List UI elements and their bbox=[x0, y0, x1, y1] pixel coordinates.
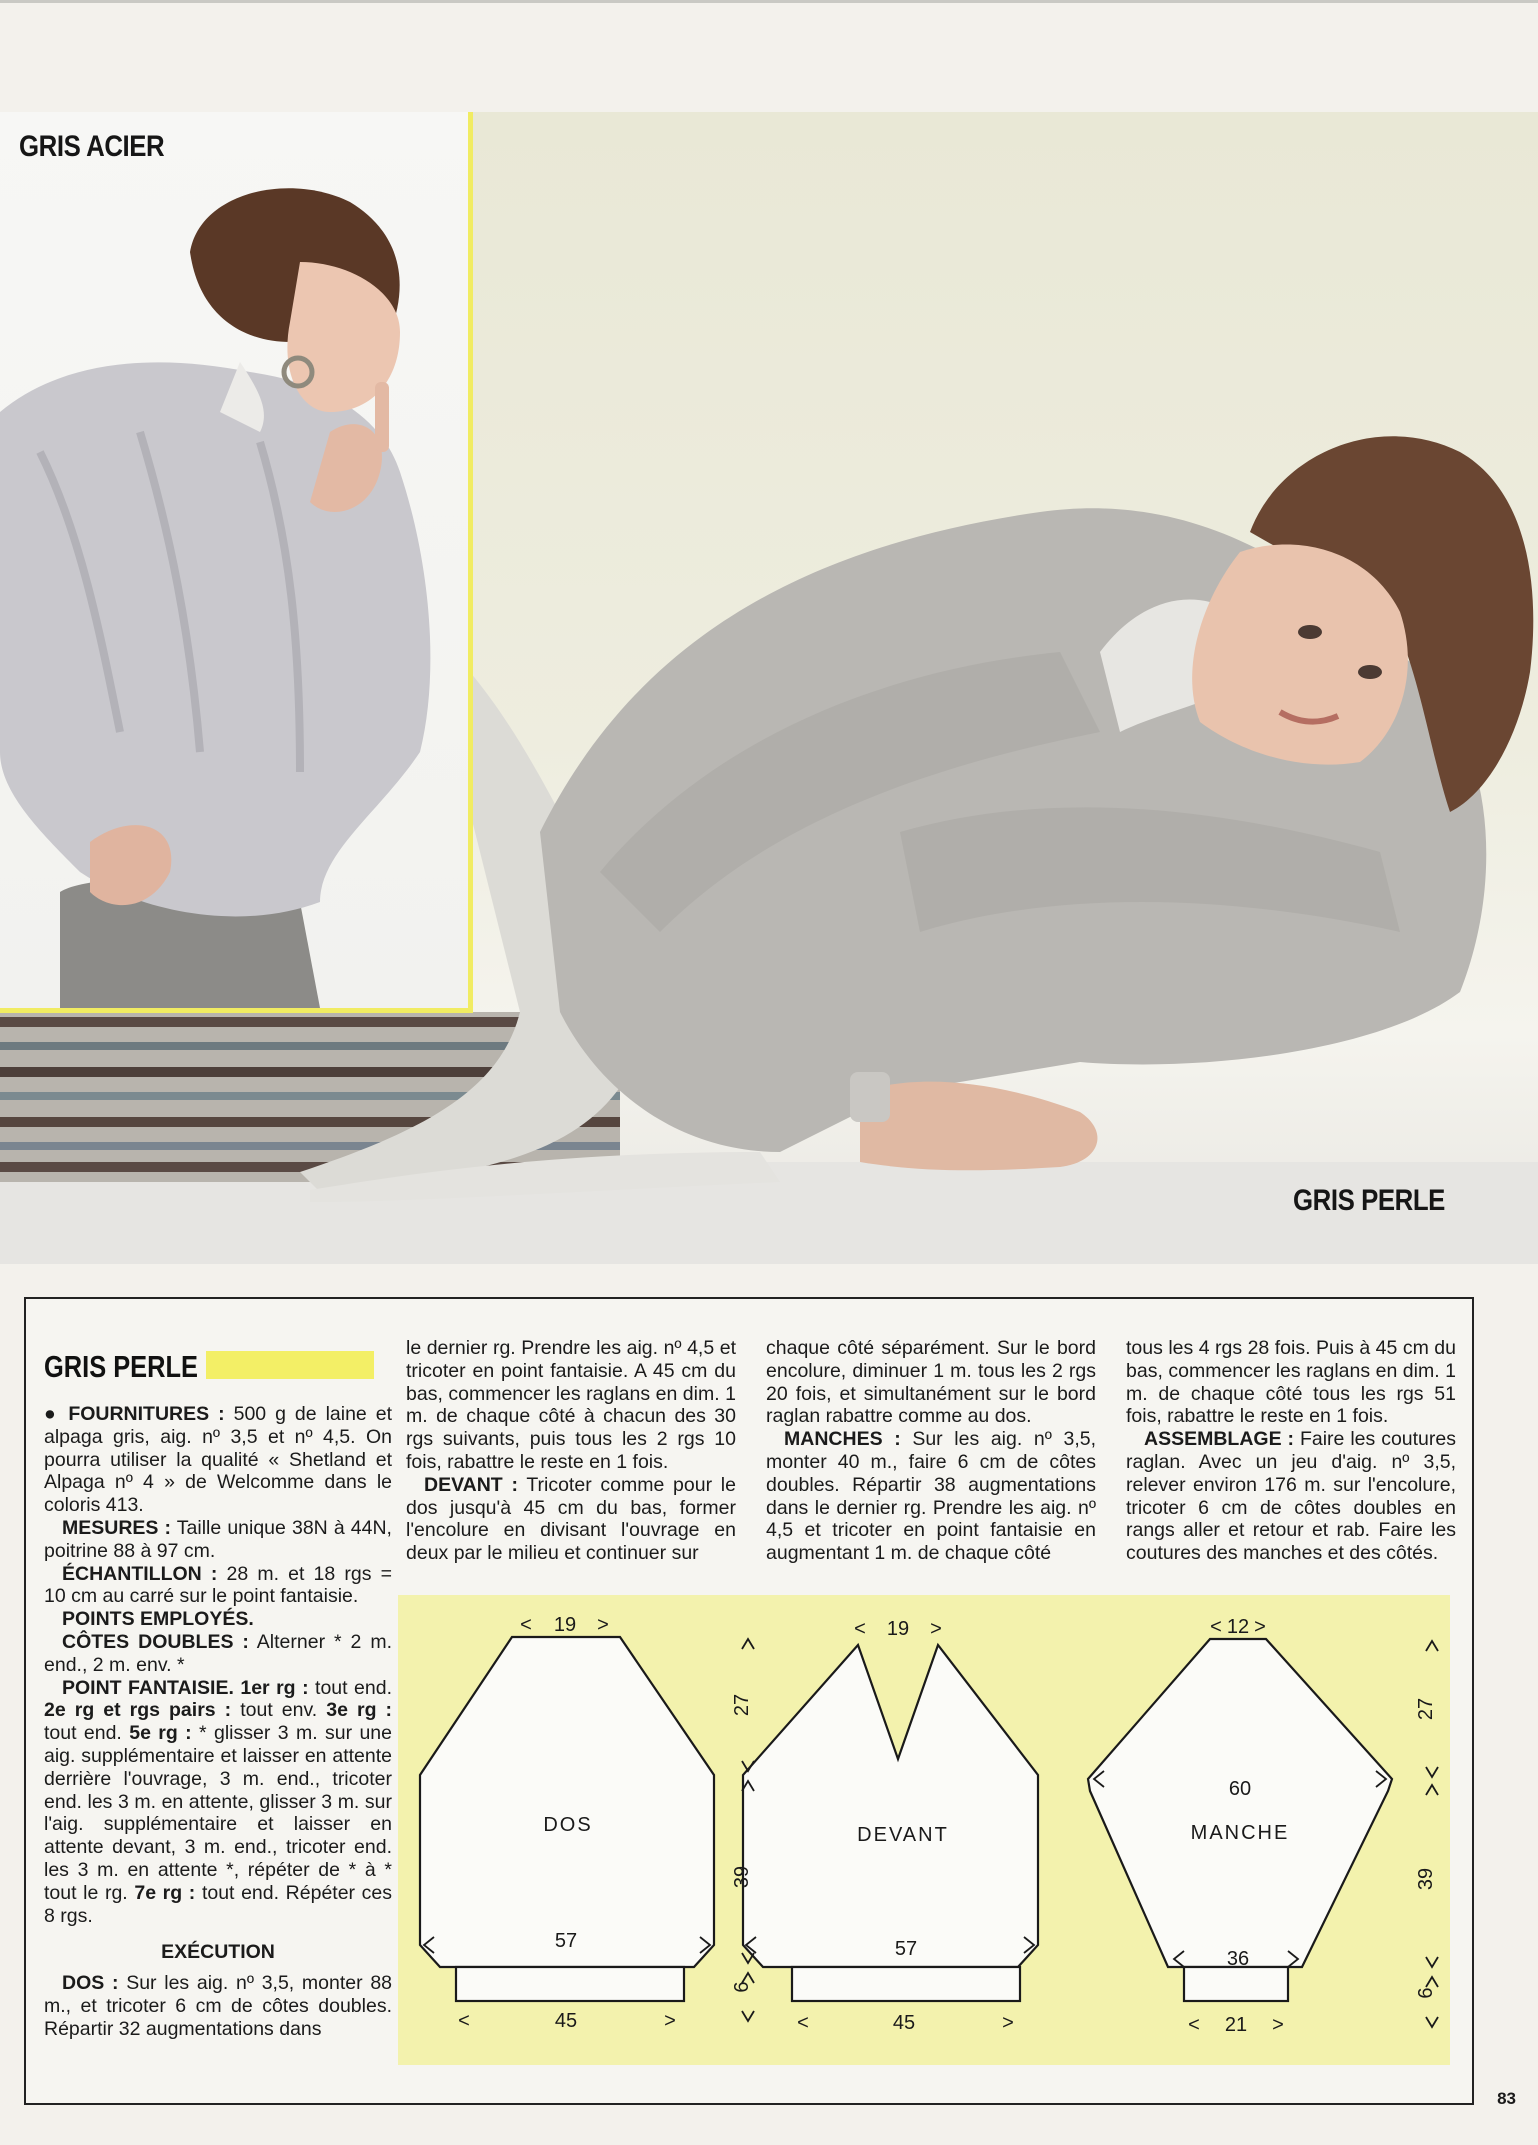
dos-width-dim: 57 bbox=[554, 1930, 578, 1952]
dos-name: DOS bbox=[543, 1814, 593, 1836]
inset-photo bbox=[0, 112, 473, 1013]
assemblage-text: Faire les coutures raglan. Avec un jeu d'aig. nº 3,5, relever environ 176 m. sur l'encolure, tricoter 6 cm de côtes doubles en rangs aller et retour et rab. Faire les coutures des manches et des côtés. bbox=[1126, 1428, 1456, 1565]
devant-top-arrow-left: < bbox=[854, 1618, 866, 1640]
col4-text: tous les 4 rgs 28 fois. Puis à 45 cm du bas, commencer les raglans en dim. 1 m. de chaque côté tous les rgs 51 fois, rabattre le reste en 1 fois. bbox=[1126, 1337, 1456, 1428]
manche-upper-dim: 60 bbox=[1228, 1778, 1252, 1800]
devant-bottom-arrow-right: > bbox=[1002, 2012, 1014, 2034]
assemblage-label: ASSEMBLAGE : bbox=[1144, 1428, 1295, 1451]
title-highlight bbox=[206, 1351, 374, 1379]
manche-bottom-arrow-left: < bbox=[1188, 2014, 1200, 2036]
mesures-label: MESURES : bbox=[62, 1516, 172, 1539]
dos-piece bbox=[420, 1637, 714, 1967]
manche-bottom-arrow-right: > bbox=[1272, 2014, 1284, 2036]
main-color-label: GRIS PERLE bbox=[1293, 1184, 1445, 1217]
dos-top-dim: 19 bbox=[553, 1614, 577, 1636]
devant-bottom-arrow-left: < bbox=[797, 2012, 809, 2034]
devant-width-dim: 57 bbox=[894, 1938, 918, 1960]
manche-h-raglan: 27 bbox=[1415, 1697, 1437, 1721]
points-label: POINTS EMPLOYÉS. bbox=[62, 1608, 254, 1631]
dos-bottom-arrow-left: < bbox=[458, 2010, 470, 2032]
dos-h-raglan: 27 bbox=[731, 1693, 753, 1717]
devant-piece bbox=[743, 1645, 1038, 1967]
text-column-3 bbox=[766, 1337, 1096, 1565]
echantillon-label: ÉCHANTILLON : bbox=[62, 1562, 218, 1585]
pf-row5: * glisser 3 m. sur une aig. supplémentaire et laisser en attente derrière l'ouvrage, 3 m. end., tricoter end. les 3 m. en attente, glisser 3 m. sur l'aig. supplémentaire et laisser en attente devant, 3 m. end., tricoter end. les 3 m. en attente *, répéter de * à * tout le rg. bbox=[44, 1722, 392, 1904]
dos-label: DOS : bbox=[62, 1972, 119, 1995]
manches-text: Sur les aig. nº 3,5, monter 40 m., faire 6 cm de côtes doubles. Répartir 38 augmentations dans le dernier rg. Prendre les aig. nº 4,5 et tricoter en point fantaisie en augmentant 1 m. de chaque côté bbox=[766, 1428, 1096, 1565]
devant-bottom-dim: 45 bbox=[892, 2012, 916, 2034]
dos-bottom-dim: 45 bbox=[554, 2010, 578, 2032]
manche-top-dim: 12 bbox=[1226, 1616, 1250, 1638]
pf-row7: tout end. Répéter ces 8 rgs. bbox=[44, 1881, 393, 1927]
bullet-icon: ● bbox=[44, 1403, 69, 1425]
manche-lower-dim: 36 bbox=[1226, 1948, 1250, 1970]
devant-top-dim: 19 bbox=[886, 1618, 910, 1640]
echantillon-text: 28 m. et 18 rgs = 10 cm au carré sur le point fantaisie. bbox=[44, 1562, 392, 1608]
schematics-svg bbox=[398, 1595, 1450, 2065]
manche-rib bbox=[1184, 1967, 1288, 2001]
text-column-2 bbox=[406, 1337, 736, 1565]
fournitures-text: 500 g de laine et alpaga gris, aig. nº 3,5 et nº 4,5. On pourra utiliser la qualité « Shetland et Alpaga nº 4 » de Welcomme dans le coloris 413. bbox=[44, 1403, 393, 1517]
mesures-text: Taille unique 38N à 44N, poitrine 88 à 97 cm. bbox=[44, 1516, 392, 1562]
devant-text: Tricoter comme pour le dos jusqu'à 45 cm du bas, former l'encolure en divisant l'ouvrage en deux par le milieu et continuer sur bbox=[406, 1473, 736, 1565]
devant-top-arrow-right: > bbox=[930, 1618, 942, 1640]
devant-rib bbox=[792, 1967, 1020, 2001]
fournitures-label: FOURNITURES : bbox=[68, 1403, 225, 1425]
text-column-1 bbox=[44, 1403, 392, 2041]
pf-row3-label: 3e rg : bbox=[326, 1699, 393, 1722]
page-number: 83 bbox=[1497, 2089, 1516, 2108]
dos-rib bbox=[456, 1967, 684, 2001]
pf-row5-label: 5e rg : bbox=[129, 1722, 192, 1745]
col2-text: le dernier rg. Prendre les aig. nº 4,5 et tricoter en point fantaisie. A 45 cm du bas, commencer les raglans en dim. 1 m. de chaque côté à chacun des 30 rgs suivants, puis tous les 2 rgs 10 fois, rabattre le reste en 1 fois. bbox=[406, 1337, 736, 1473]
schematics-panel bbox=[398, 1595, 1450, 2065]
article-title: GRIS PERLE bbox=[44, 1349, 198, 1384]
cotes-label: CÔTES DOUBLES : bbox=[62, 1630, 249, 1653]
manche-top-arrow-right: > bbox=[1254, 1616, 1266, 1638]
photo-area bbox=[0, 112, 1538, 1264]
execution-heading: EXÉCUTION bbox=[161, 1941, 275, 1964]
pf-row7-label: 7e rg : bbox=[134, 1881, 196, 1904]
pf-row2: tout env. bbox=[240, 1699, 318, 1722]
pf-row2-label: 2e rg et rgs pairs : bbox=[44, 1699, 232, 1722]
manches-label: MANCHES : bbox=[784, 1428, 901, 1451]
dos-h-rib: 6 bbox=[731, 1981, 753, 1993]
text-column-4 bbox=[1126, 1337, 1456, 1565]
devant-name: DEVANT bbox=[857, 1824, 949, 1846]
cotes-text: Alterner * 2 m. end., 2 m. env. * bbox=[44, 1630, 392, 1676]
manche-top-arrow-left: < bbox=[1210, 1616, 1222, 1638]
manche-h-body: 39 bbox=[1415, 1867, 1437, 1891]
manche-name: MANCHE bbox=[1190, 1822, 1290, 1844]
devant-label: DEVANT : bbox=[424, 1473, 518, 1496]
top-rule bbox=[0, 0, 1538, 3]
dos-text: Sur les aig. nº 3,5, monter 88 m., et tricoter 6 cm de côtes doubles. Répartir 32 augmentations dans bbox=[44, 1972, 393, 2040]
dos-top-arrow-left: < bbox=[520, 1614, 532, 1636]
dos-h-body: 39 bbox=[731, 1865, 753, 1889]
manche-h-rib: 6 bbox=[1415, 1987, 1437, 1999]
dos-top-arrow-right: > bbox=[597, 1614, 609, 1636]
dos-bottom-arrow-right: > bbox=[664, 2010, 676, 2032]
pf-row1: tout end. bbox=[315, 1676, 392, 1699]
pattern-frame bbox=[24, 1297, 1474, 2105]
inset-color-label: GRIS ACIER bbox=[19, 130, 165, 163]
point-fantaisie-label: POINT FANTAISIE. 1er rg : bbox=[62, 1676, 309, 1699]
manche-piece bbox=[1088, 1639, 1392, 1967]
manche-bottom-dim: 21 bbox=[1224, 2014, 1248, 2036]
col3-text: chaque côté séparément. Sur le bord encolure, diminuer 1 m. tous les 2 rgs 20 fois, et simultanément sur le bord raglan rabattre comme au dos. bbox=[766, 1337, 1096, 1428]
inset-photo-illustration bbox=[0, 112, 468, 1008]
pf-row3: tout end. bbox=[44, 1722, 122, 1745]
